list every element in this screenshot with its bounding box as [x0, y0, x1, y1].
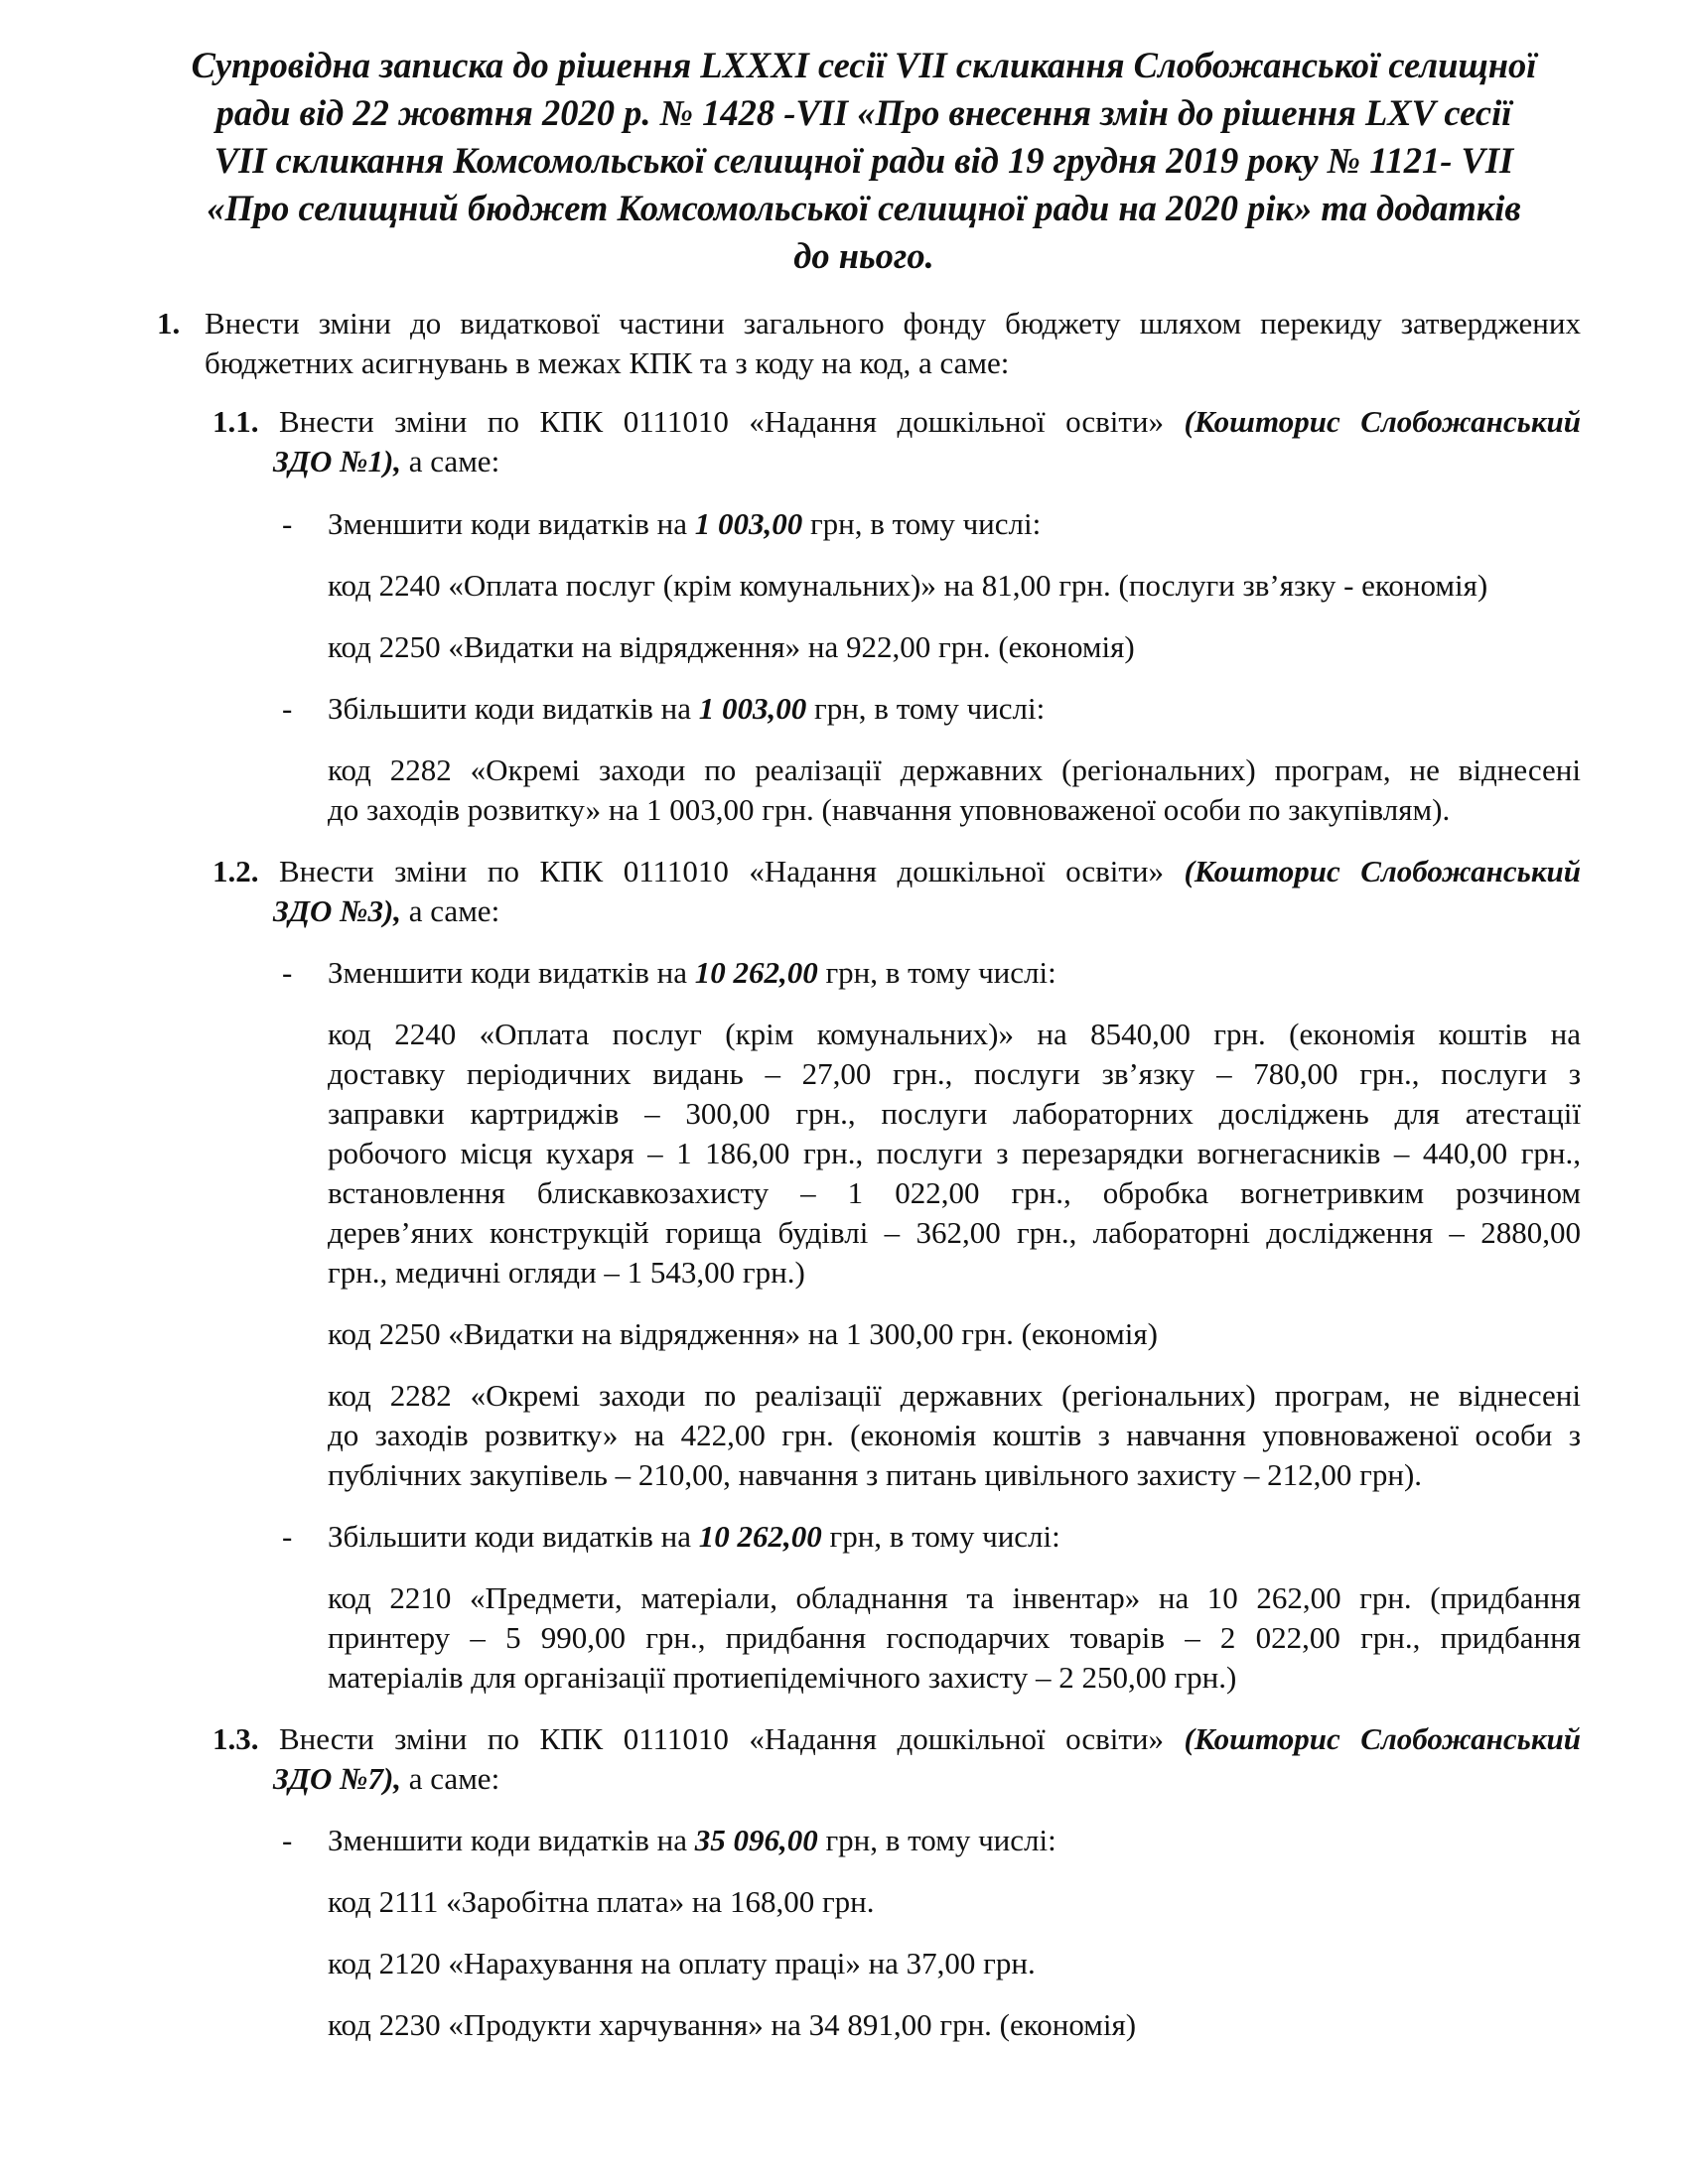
code-line: публічних закупівель – 210,00, навчання з питань цивільного захисту – 212,00 грн).: [328, 1457, 1423, 1492]
code-line: доставку періодичних видань – 27,00 грн., послуги зв’язку – 780,00 грн., послуги з: [328, 1056, 1581, 1091]
decrease-text: Зменшити коди видатків на: [328, 955, 695, 990]
title-line: Супровідна записка до рішення LXXXI сесії VII скликання Слобожанської селищної: [191, 45, 1537, 85]
increase-line: [328, 1517, 1060, 1557]
title-line: VII скликання Комсомольської селищної ради від 19 грудня 2019 року № 1121- VII: [213, 140, 1514, 181]
code-line: до заходів розвитку» на 1 003,00 грн. (навчання уповноваженої особи по закупівлям).: [328, 792, 1451, 827]
decrease-amount: 1 003,00: [694, 506, 803, 541]
subsection-tail: а саме:: [401, 893, 500, 928]
code-line: код 2120 «Нарахування на оплату праці» на 37,00 грн.: [328, 1946, 1036, 1980]
subsection-heading-cont: [273, 891, 499, 931]
decrease-text: грн, в тому числі:: [817, 1823, 1056, 1857]
code-line: код 2250 «Видатки на відрядження» на 1 300,00 грн. (економія): [328, 1316, 1158, 1351]
increase-amount: 1 003,00: [698, 691, 807, 726]
paragraph-line: бюджетних асигнувань в межах КПК та з коду на код, а саме:: [205, 345, 1010, 380]
code-line: код 2282 «Окремі заходи по реалізації державних (регіональних) програм, не віднесені: [328, 1378, 1581, 1413]
code-line: код 2111 «Заробітна плата» на 168,00 грн.: [328, 1884, 875, 1919]
increase-line: [328, 689, 1045, 729]
code-line: грн., медичні огляди – 1 543,00 грн.): [328, 1255, 805, 1290]
code-line: код 2210 «Предмети, матеріали, обладнання та інвентар» на 10 262,00 грн. (придбання: [328, 1580, 1581, 1615]
list-dash: -: [282, 1519, 293, 1554]
code-line: матеріалів для організації протиепідемічного захисту – 2 250,00 грн.): [328, 1660, 1237, 1695]
subsection-heading-1-2: [212, 852, 1581, 891]
code-line: принтеру – 5 990,00 грн., придбання господарчих товарів – 2 022,00 грн., придбання: [328, 1620, 1581, 1655]
subsection-tail: а саме:: [401, 1761, 500, 1796]
increase-text: грн, в тому числі:: [821, 1519, 1060, 1554]
subsection-heading-cont: [273, 1759, 499, 1799]
subsection-tail: а саме:: [401, 444, 500, 478]
increase-text: Збільшити коди видатків на: [328, 691, 699, 726]
code-line: заправки картриджів – 300,00 грн., послуги лабораторних досліджень для атестації: [328, 1096, 1581, 1131]
item-number: 1.: [157, 306, 181, 341]
decrease-amount: 10 262,00: [694, 955, 818, 990]
title-line: «Про селищний бюджет Комсомольської селищної ради на 2020 рік» та додатків: [207, 188, 1521, 228]
title-line: до нього.: [793, 235, 934, 276]
subsection-number: 1.1.: [212, 404, 259, 439]
code-line: код 2240 «Оплата послуг (крім комунальних)» на 8540,00 грн. (економія коштів на: [328, 1017, 1581, 1051]
list-dash: -: [282, 955, 293, 990]
code-line: код 2240 «Оплата послуг (крім комунальних)» на 81,00 грн. (послуги зв’язку - економія): [328, 568, 1488, 603]
subsection-text: Внести зміни по КПК 0111010 «Надання дошкільної освіти»: [279, 854, 1165, 888]
decrease-amount: 35 096,00: [694, 1823, 818, 1857]
decrease-line: [328, 1821, 1056, 1860]
subsection-number: 1.3.: [212, 1721, 259, 1756]
code-line: код 2250 «Видатки на відрядження» на 922,00 грн. (економія): [328, 629, 1135, 664]
decrease-text: Зменшити коди видатків на: [328, 506, 695, 541]
list-dash: -: [282, 691, 293, 726]
estimate-label: (Кошторис Слобожанський: [1184, 404, 1582, 439]
code-line: код 2282 «Окремі заходи по реалізації державних (регіональних) програм, не віднесені: [328, 752, 1581, 787]
decrease-line: [328, 504, 1041, 544]
document-title: [149, 42, 1579, 280]
increase-text: Збільшити коди видатків на: [328, 1519, 699, 1554]
decrease-text: грн, в тому числі:: [817, 955, 1056, 990]
code-line: встановлення блискавкозахисту – 1 022,00 грн., обробка вогнетривким розчином: [328, 1175, 1581, 1210]
subsection-heading-1-1: [212, 402, 1581, 442]
estimate-label: ЗДО №3),: [273, 893, 402, 928]
subsection-text: Внести зміни по КПК 0111010 «Надання дошкільної освіти»: [279, 1721, 1165, 1756]
subsection-text: Внести зміни по КПК 0111010 «Надання дошкільної освіти»: [279, 404, 1165, 439]
estimate-label: ЗДО №1),: [273, 444, 402, 478]
increase-text: грн, в тому числі:: [806, 691, 1046, 726]
decrease-line: [328, 953, 1056, 993]
list-dash: -: [282, 1823, 293, 1857]
estimate-label: ЗДО №7),: [273, 1761, 402, 1796]
paragraph-line: Внести зміни до видаткової частини загального фонду бюджету шляхом перекиду затверджених: [205, 306, 1581, 341]
code-line: робочого місця кухаря – 1 186,00 грн., послуги з перезарядки вогнегасників – 440,00 грн.,: [328, 1136, 1581, 1170]
subsection-number: 1.2.: [212, 854, 259, 888]
estimate-label: (Кошторис Слобожанський: [1184, 1721, 1582, 1756]
code-line: до заходів розвитку» на 422,00 грн. (економія коштів з навчання уповноваженої особи з: [328, 1418, 1581, 1452]
subsection-heading-cont: [273, 442, 499, 481]
code-line: код 2230 «Продукти харчування» на 34 891,00 грн. (економія): [328, 2007, 1137, 2042]
subsection-heading-1-3: [212, 1719, 1581, 1759]
title-line: ради від 22 жовтня 2020 р. № 1428 -VII «Про внесення змін до рішення LXV сесії: [215, 92, 1512, 133]
decrease-text: Зменшити коди видатків на: [328, 1823, 695, 1857]
code-line: дерев’яних конструкцій горища будівлі – 362,00 грн., лабораторні дослідження – 2880,00: [328, 1215, 1581, 1250]
increase-amount: 10 262,00: [698, 1519, 822, 1554]
list-dash: -: [282, 506, 293, 541]
estimate-label: (Кошторис Слобожанський: [1184, 854, 1582, 888]
decrease-text: грн, в тому числі:: [802, 506, 1042, 541]
